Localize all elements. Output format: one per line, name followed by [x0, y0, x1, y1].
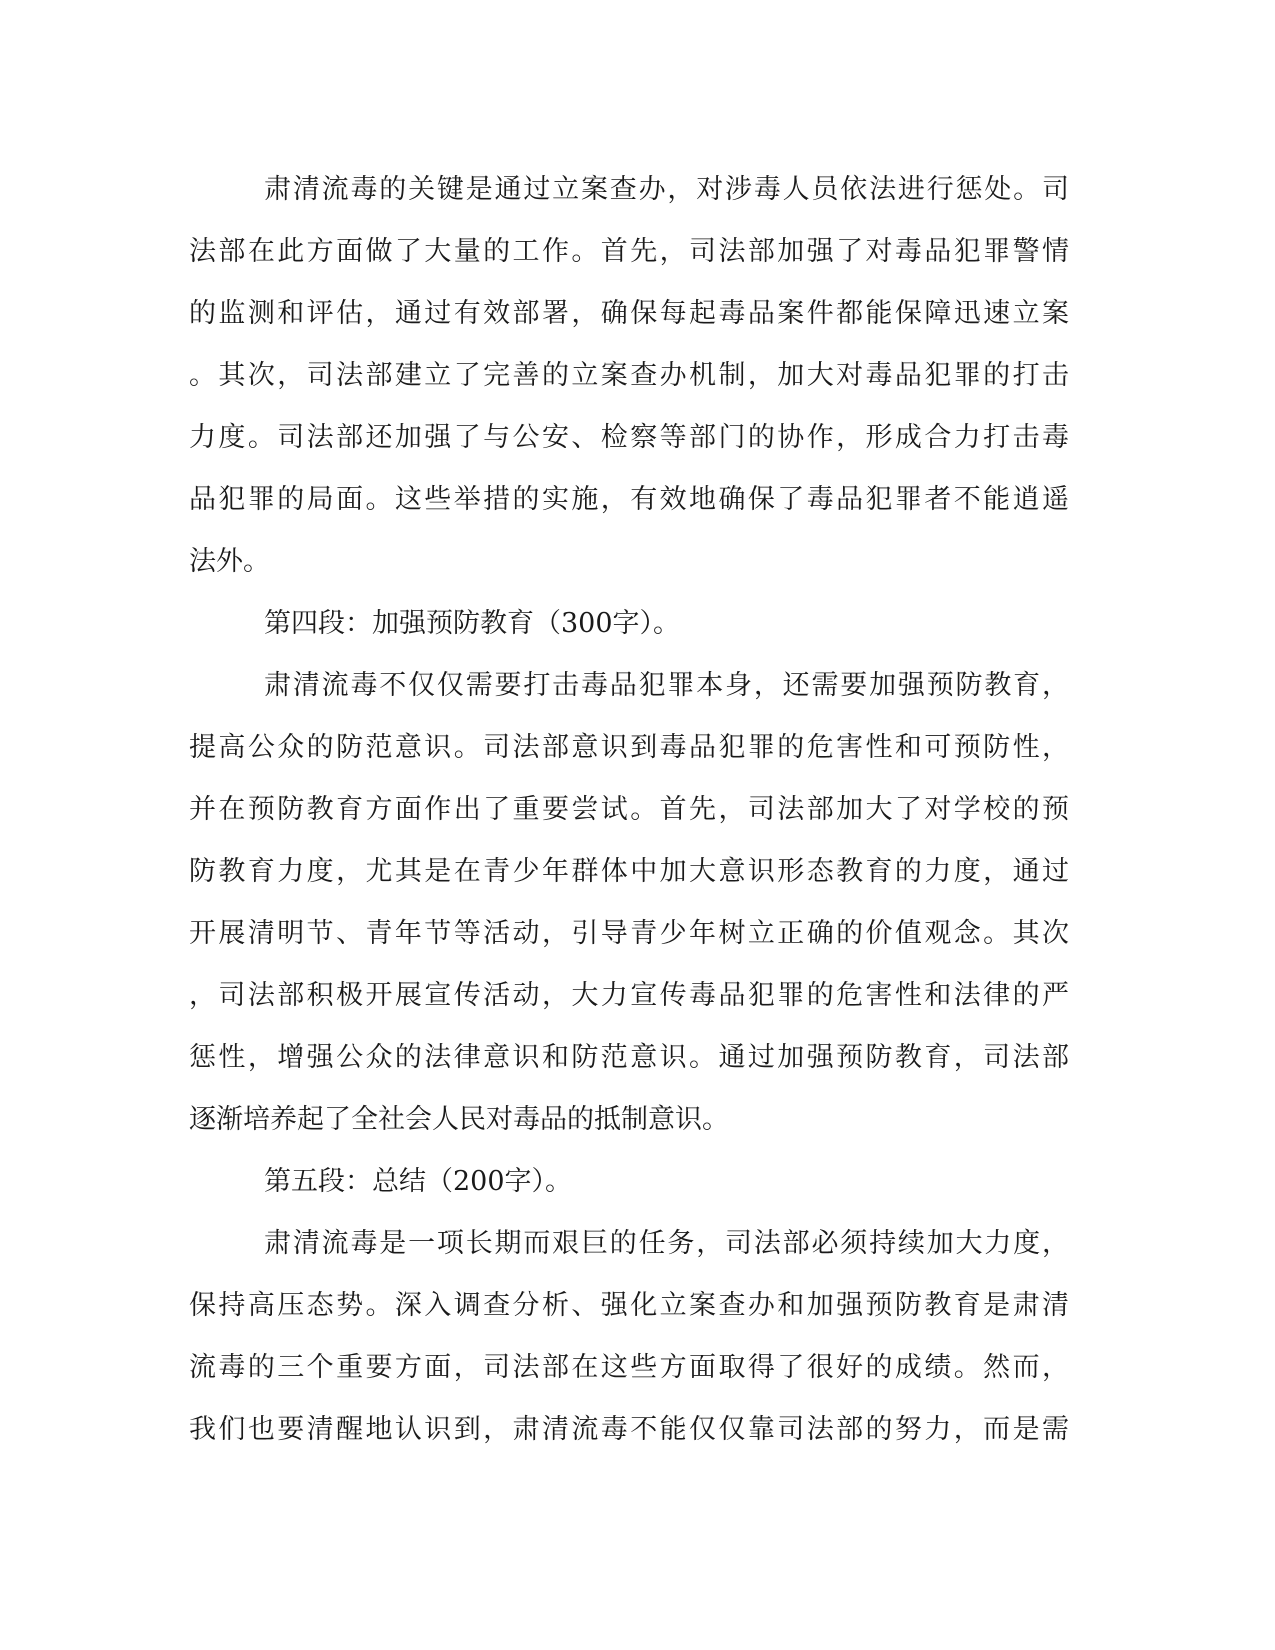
paragraph-2-line-5: 开展清明节、青年节等活动，引导青少年树立正确的价值观念。其次 [189, 918, 1069, 949]
paragraph-1-line-2: 法部在此方面做了大量的工作。首先，司法部加强了对毒品犯罪警情 [189, 236, 1069, 267]
paragraph-2-line-1: 肃清流毒不仅仅需要打击毒品犯罪本身，还需要加强预防教育， [264, 670, 1069, 701]
paragraph-2-line-3: 并在预防教育方面作出了重要尝试。首先，司法部加大了对学校的预 [189, 794, 1069, 825]
paragraph-2-line-8: 逐渐培养起了全社会人民对毒品的抵制意识。 [189, 1104, 729, 1135]
paragraph-2-line-4: 防教育力度，尤其是在青少年群体中加大意识形态教育的力度，通过 [189, 856, 1069, 887]
paragraph-2-line-2: 提高公众的防范意识。司法部意识到毒品犯罪的危害性和可预防性， [189, 732, 1069, 763]
paragraph-1-line-7: 法外。 [189, 546, 270, 577]
paragraph-1-line-1: 肃清流毒的关键是通过立案查办，对涉毒人员依法进行惩处。司 [264, 174, 1069, 205]
paragraph-1-line-4: 。其次，司法部建立了完善的立案查办机制，加大对毒品犯罪的打击 [189, 360, 1069, 391]
section-4-heading: 第四段：加强预防教育（300字）。 [264, 608, 681, 639]
section-5-heading: 第五段：总结（200字）。 [264, 1166, 573, 1197]
paragraph-1-line-3: 的监测和评估，通过有效部署，确保每起毒品案件都能保障迅速立案 [189, 298, 1069, 329]
paragraph-2-line-7: 惩性，增强公众的法律意识和防范意识。通过加强预防教育，司法部 [189, 1042, 1069, 1073]
paragraph-3-line-2: 保持高压态势。深入调查分析、强化立案查办和加强预防教育是肃清 [189, 1290, 1069, 1321]
paragraph-2-line-6: ，司法部积极开展宣传活动，大力宣传毒品犯罪的危害性和法律的严 [189, 980, 1069, 1011]
paragraph-3-line-1: 肃清流毒是一项长期而艰巨的任务，司法部必须持续加大力度， [264, 1228, 1069, 1259]
paragraph-1-line-6: 品犯罪的局面。这些举措的实施，有效地确保了毒品犯罪者不能逍遥 [189, 484, 1069, 515]
paragraph-3-line-4: 我们也要清醒地认识到，肃清流毒不能仅仅靠司法部的努力，而是需 [189, 1414, 1069, 1445]
paragraph-3-line-3: 流毒的三个重要方面，司法部在这些方面取得了很好的成绩。然而， [189, 1352, 1069, 1383]
paragraph-1-line-5: 力度。司法部还加强了与公安、检察等部门的协作，形成合力打击毒 [189, 422, 1069, 453]
